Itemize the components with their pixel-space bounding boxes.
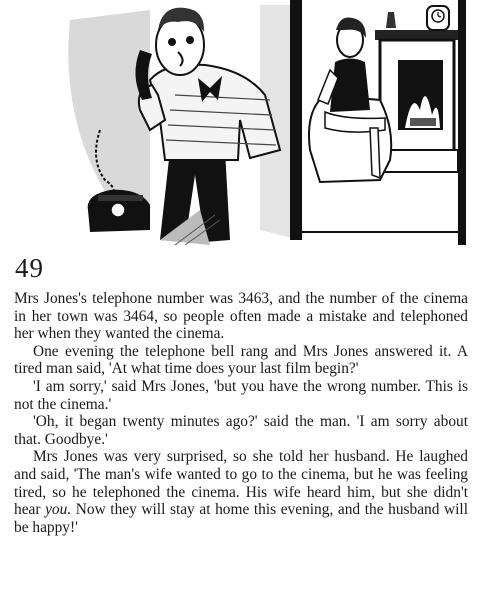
story-paragraph: 'Oh, it began twenty minutes ago?' said the man. 'I am sorry about that. Goodbye.': [14, 413, 468, 448]
story-text-run: Mrs Jones was very surprised, so she told her husband. He laughed and said, 'The man's wife wanted to go to the cinema, but he was feeling tired, so he telephoned the cinema. His wife heard him, but she didn't hear: [14, 448, 468, 519]
story-paragraph: 'I am sorry,' said Mrs Jones, 'but you have the wrong number. This is not the cinema.': [14, 377, 468, 413]
vase-icon: [386, 12, 396, 28]
emphasized-word: you.: [45, 501, 72, 519]
story-text-run: Now they will stay at home this evening, and the husband will be happy!': [14, 501, 468, 536]
clock-icon: [427, 6, 449, 30]
story-illustration: [0, 0, 480, 248]
story-text: [14, 290, 468, 536]
story-paragraph: [14, 448, 468, 536]
story-paragraph: One evening the telephone bell rang and Mrs Jones answered it. A tired man said, 'At what time does your last film begin?': [14, 342, 468, 378]
story-paragraph: Mrs Jones's telephone number was 3463, and the number of the cinema in her town was 3464, so people often made a mistake and telephoned her when they wanted the cinema.: [14, 290, 468, 343]
lesson-number: 49: [15, 253, 44, 283]
man-on-telephone-icon: [135, 8, 280, 242]
